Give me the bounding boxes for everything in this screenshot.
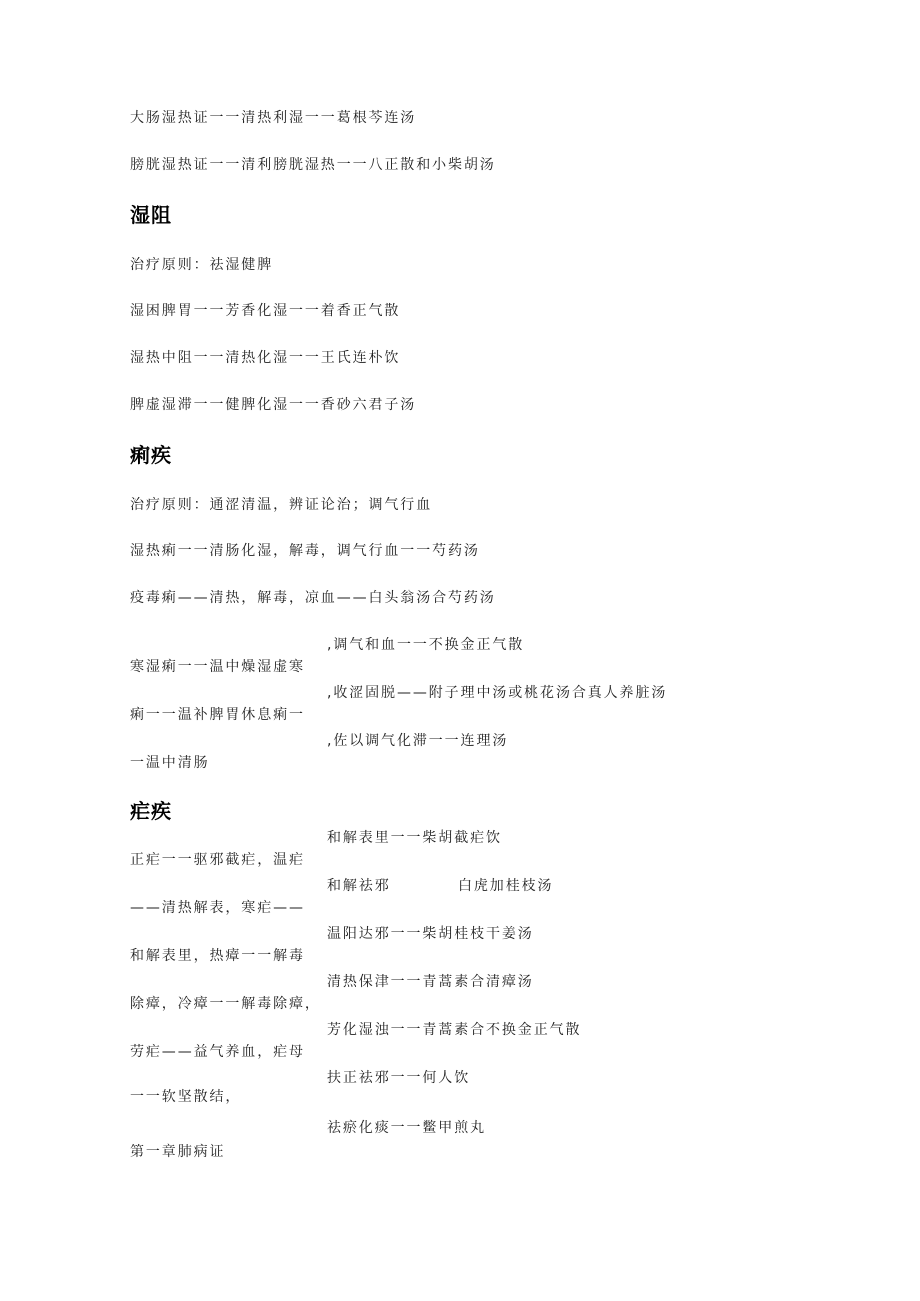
text-line-left: 一一软坚散结， [130,1089,242,1105]
text-line: 疫毒痢——清热，解毒，凉血——白头翁汤合芍药汤 [130,590,496,606]
text-line-left: 痢一一温补脾胃休息痢一 [130,707,305,723]
text-line-right: 扶正祛邪一一何人饮 [327,1070,471,1086]
text-line-right: 温阳达邪一一柴胡桂枝干姜汤 [327,926,534,942]
text-line-right: 清热保津一一青蒿素合清瘴汤 [327,974,534,990]
treatment-principle: 治疗原则：祛湿健脾 [130,257,274,273]
text-line: 湿热痢一一清肠化湿，解毒，调气行血一一芍药汤 [130,543,480,559]
text-line-right: 和解祛邪 [327,878,391,894]
text-line: 脾虚湿滞一一健脾化湿一一香砂六君子汤 [130,397,417,413]
section-heading-shizu: 湿阻 [130,203,172,227]
text-line: 湿热中阻一一清热化湿一一王氏连朴饮 [130,350,401,366]
text-line-left: ——清热解表，寒疟—— [130,900,305,916]
text-line-left: 寒湿痢一一温中燥湿虚寒 [130,659,305,675]
text-line-right: 祛瘀化痰一一鳖甲煎丸 [327,1120,486,1136]
section-heading-nueji: 疟疾 [130,799,172,823]
text-line: 湿困脾胃一一芳香化湿一一着香正气散 [130,303,401,319]
text-line-right: 和解表里一一柴胡截疟饮 [327,830,502,846]
text-line-left: 一温中清肠 [130,755,210,771]
section-heading-liji: 痢疾 [130,443,172,467]
text-line-left: 正疟一一驱邪截疟，温疟 [130,852,305,868]
text-line-right: ,佐以调气化滞一一连理汤 [327,733,509,749]
text-line-left: 劳疟——益气养血，疟母 [130,1044,305,1060]
text-line-right: 芳化湿浊一一青蒿素合不换金正气散 [327,1022,582,1038]
text-line-bladder: 膀胱湿热证一一清利膀胱湿热一一八正散和小柴胡汤 [130,157,496,173]
text-line-right-extra: 白虎加桂枝汤 [458,878,554,894]
text-line-right: ,调气和血一一不换金正气散 [327,637,525,653]
text-line-left: 除瘴，冷瘴一一解毒除瘴， [130,996,321,1012]
treatment-principle: 治疗原则：通涩清温，辨证论治；调气行血 [130,497,433,513]
text-line-left: 和解表里，热瘴一一解毒 [130,948,305,964]
text-line-large-intestine: 大肠湿热证一一清热利湿一一葛根芩连汤 [130,110,417,126]
chapter-title: 第一章肺病证 [130,1144,226,1160]
text-line-right: ,收涩固脱——附子理中汤或桃花汤合真人养脏汤 [327,685,668,701]
